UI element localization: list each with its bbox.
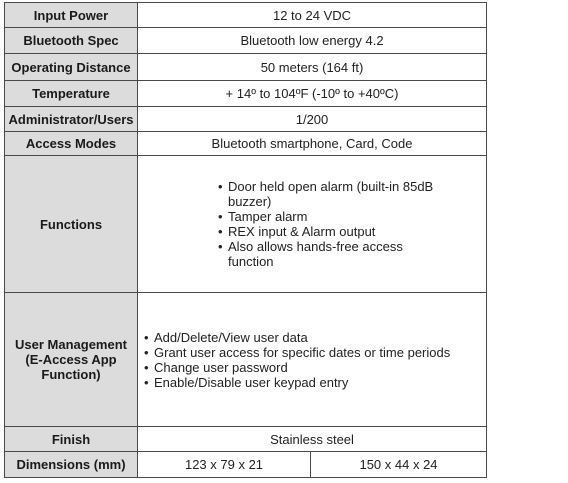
row-label: Functions	[5, 156, 138, 293]
table-row	[5, 156, 487, 293]
table-row	[5, 452, 487, 478]
row-value: Stainless steel	[138, 427, 487, 452]
row-label: Bluetooth Spec	[5, 28, 138, 54]
row-value: Bluetooth low energy 4.2	[138, 28, 487, 54]
row-value: 12 to 24 VDC	[138, 3, 487, 28]
row-label: Temperature	[5, 81, 138, 107]
row-label: Dimensions (mm)	[5, 452, 138, 478]
table-row	[5, 132, 487, 156]
user-management-list	[143, 330, 486, 390]
list-item: • Grant user access for specific dates or time periods	[143, 345, 486, 360]
table-row	[5, 3, 487, 28]
table-row	[5, 107, 487, 132]
row-label: Finish	[5, 427, 138, 452]
row-value: 123 x 79 x 21	[138, 452, 311, 478]
row-value: + 14º to 104ºF (-10º to +40ºC)	[138, 81, 487, 107]
row-value: 50 meters (164 ft)	[138, 54, 487, 81]
row-value: 1/200	[138, 107, 487, 132]
table-row	[5, 54, 487, 81]
table-row	[5, 81, 487, 107]
row-value	[138, 156, 487, 293]
table-row	[5, 28, 487, 54]
row-value	[138, 293, 487, 427]
table-row	[5, 427, 487, 452]
row-label	[5, 293, 138, 427]
row-value: Bluetooth smartphone, Card, Code	[138, 132, 487, 156]
label-line: Function)	[41, 367, 101, 382]
row-label: Input Power	[5, 3, 138, 28]
functions-list	[217, 179, 437, 269]
row-label: Access Modes	[5, 132, 138, 156]
list-item: • Also allows hands-free access function	[217, 239, 437, 269]
list-item: • Enable/Disable user keypad entry	[143, 375, 486, 390]
label-line: (E-Access App	[25, 352, 117, 367]
list-item: • Change user password	[143, 360, 486, 375]
table-row	[5, 293, 487, 427]
row-label: Operating Distance	[5, 54, 138, 81]
list-item: • Tamper alarm	[217, 209, 437, 224]
row-value: 150 x 44 x 24	[311, 452, 487, 478]
label-line: User Management	[15, 337, 127, 352]
row-label: Administrator/Users	[5, 107, 138, 132]
list-item: • Door held open alarm (built-in 85dB buzzer)	[217, 179, 437, 209]
spec-table	[4, 2, 487, 478]
list-item: • Add/Delete/View user data	[143, 330, 486, 345]
list-item: • REX input & Alarm output	[217, 224, 437, 239]
